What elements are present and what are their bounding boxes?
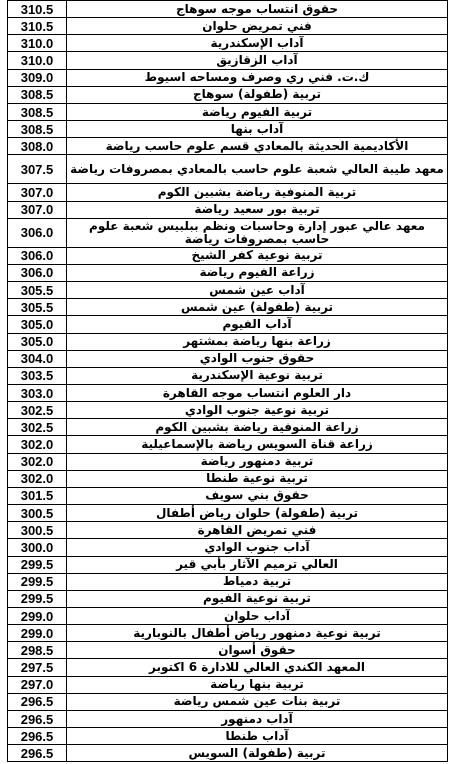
faculty-name-cell: ك.ت. فني ري وصرف ومساحه اسيوط bbox=[67, 69, 448, 86]
table-row bbox=[8, 264, 448, 281]
table-row bbox=[8, 1, 448, 18]
results-table bbox=[7, 0, 448, 762]
score-cell: 303.0 bbox=[8, 384, 67, 401]
score-cell: 305.5 bbox=[8, 282, 67, 299]
table-row bbox=[8, 69, 448, 86]
faculty-name-cell: تربية دمنهور رياضة bbox=[67, 453, 448, 470]
table-row bbox=[8, 367, 448, 384]
table-row bbox=[8, 745, 448, 762]
faculty-name-cell: حقوق انتساب موجه سوهاج bbox=[67, 1, 448, 18]
faculty-name-cell: تربية (طفولة) عين شمس bbox=[67, 299, 448, 316]
faculty-name-cell: العالي ترميم الآثار بأبي قير bbox=[67, 556, 448, 573]
faculty-name-cell: تربية المنوفية رياضة بشبين الكوم bbox=[67, 184, 448, 201]
table-row bbox=[8, 35, 448, 52]
table-row bbox=[8, 590, 448, 607]
table-row bbox=[8, 184, 448, 201]
score-cell: 310.5 bbox=[8, 18, 67, 35]
score-cell: 310.0 bbox=[8, 35, 67, 52]
faculty-name-cell: تربية بنها رياضة bbox=[67, 676, 448, 693]
table-row bbox=[8, 333, 448, 350]
faculty-name-cell: تربية الفيوم رياضة bbox=[67, 103, 448, 120]
faculty-name-cell: تربية (طفولة) حلوان رياض أطفال bbox=[67, 505, 448, 522]
table-row bbox=[8, 453, 448, 470]
faculty-name-cell: آداب بنها bbox=[67, 121, 448, 138]
score-cell: 307.0 bbox=[8, 184, 67, 201]
score-cell: 301.5 bbox=[8, 487, 67, 504]
faculty-name-cell: آداب دمنهور bbox=[67, 710, 448, 727]
faculty-name-cell: تربية نوعية دمنهور رياض أطفال بالنوبارية bbox=[67, 625, 448, 642]
score-cell: 299.0 bbox=[8, 608, 67, 625]
score-cell: 302.5 bbox=[8, 419, 67, 436]
faculty-name-cell: الأكاديمية الحديثة بالمعادي قسم علوم حاسب رياضة bbox=[67, 138, 448, 155]
table-row bbox=[8, 728, 448, 745]
faculty-name-cell: تربية دمياط bbox=[67, 573, 448, 590]
score-cell: 302.0 bbox=[8, 436, 67, 453]
faculty-name-cell: المعهد الكندي العالي للادارة 6 اكتوبر bbox=[67, 659, 448, 676]
table-row bbox=[8, 710, 448, 727]
score-cell: 303.5 bbox=[8, 367, 67, 384]
score-cell: 302.0 bbox=[8, 453, 67, 470]
faculty-name-cell: فني تمريض القاهرة bbox=[67, 522, 448, 539]
score-cell: 305.0 bbox=[8, 333, 67, 350]
score-cell: 302.5 bbox=[8, 402, 67, 419]
faculty-name-cell: تربية نوعية الفيوم bbox=[67, 590, 448, 607]
faculty-name-cell: تربية نوعية الإسكندرية bbox=[67, 367, 448, 384]
score-cell: 297.5 bbox=[8, 659, 67, 676]
score-cell: 302.0 bbox=[8, 470, 67, 487]
score-cell: 308.5 bbox=[8, 121, 67, 138]
score-cell: 304.0 bbox=[8, 350, 67, 367]
faculty-name-cell: حقوق أسوان bbox=[67, 642, 448, 659]
score-cell: 299.0 bbox=[8, 625, 67, 642]
table-row bbox=[8, 86, 448, 103]
score-cell: 306.0 bbox=[8, 247, 67, 264]
faculty-name-cell: تربية نوعية جنوب الوادي bbox=[67, 402, 448, 419]
table-row bbox=[8, 573, 448, 590]
faculty-name-cell: آداب جنوب الوادي bbox=[67, 539, 448, 556]
faculty-name-cell: تربية (طفولة) السويس bbox=[67, 745, 448, 762]
score-cell: 310.5 bbox=[8, 1, 67, 18]
table-row bbox=[8, 155, 448, 184]
score-cell: 309.0 bbox=[8, 69, 67, 86]
results-table-body bbox=[8, 1, 448, 762]
score-cell: 300.0 bbox=[8, 539, 67, 556]
faculty-name-cell: تربية بور سعيد رياضة bbox=[67, 201, 448, 218]
table-row bbox=[8, 419, 448, 436]
table-row bbox=[8, 384, 448, 401]
faculty-name-cell: زراعة بنها رياضة بمشتهر bbox=[67, 333, 448, 350]
faculty-name-cell: حقوق بني سويف bbox=[67, 487, 448, 504]
table-row bbox=[8, 676, 448, 693]
table-row bbox=[8, 316, 448, 333]
table-row bbox=[8, 299, 448, 316]
table-row bbox=[8, 282, 448, 299]
table-row bbox=[8, 522, 448, 539]
score-cell: 296.5 bbox=[8, 693, 67, 710]
table-row bbox=[8, 659, 448, 676]
score-cell: 306.0 bbox=[8, 264, 67, 281]
score-cell: 299.5 bbox=[8, 573, 67, 590]
faculty-name-cell: تربية نوعية كفر الشيخ bbox=[67, 247, 448, 264]
score-cell: 305.0 bbox=[8, 316, 67, 333]
faculty-name-cell: تربية بنات عين شمس رياضة bbox=[67, 693, 448, 710]
faculty-name-cell: آداب الفيوم bbox=[67, 316, 448, 333]
table-row bbox=[8, 642, 448, 659]
table-row bbox=[8, 539, 448, 556]
score-cell: 300.5 bbox=[8, 505, 67, 522]
faculty-name-cell: دار العلوم انتساب موجه القاهرة bbox=[67, 384, 448, 401]
faculty-name-cell: آداب الزقازيق bbox=[67, 52, 448, 69]
table-row bbox=[8, 470, 448, 487]
table-row bbox=[8, 436, 448, 453]
score-cell: 296.5 bbox=[8, 710, 67, 727]
faculty-name-cell: آداب طنطا bbox=[67, 728, 448, 745]
score-cell: 297.0 bbox=[8, 676, 67, 693]
table-row bbox=[8, 201, 448, 218]
table-row bbox=[8, 138, 448, 155]
table-row bbox=[8, 556, 448, 573]
faculty-name-cell: آداب عين شمس bbox=[67, 282, 448, 299]
faculty-name-cell: آداب الإسكندرية bbox=[67, 35, 448, 52]
score-cell: 300.5 bbox=[8, 522, 67, 539]
score-cell: 307.5 bbox=[8, 155, 67, 184]
table-row bbox=[8, 218, 448, 247]
faculty-name-cell: فني تمريض حلوان bbox=[67, 18, 448, 35]
score-cell: 307.0 bbox=[8, 201, 67, 218]
score-cell: 296.5 bbox=[8, 728, 67, 745]
table-row bbox=[8, 402, 448, 419]
faculty-name-cell: معهد طيبة العالي شعبة علوم حاسب بالمعادي بمصروفات رياضة bbox=[67, 155, 448, 184]
table-row bbox=[8, 608, 448, 625]
score-cell: 296.5 bbox=[8, 745, 67, 762]
table-row bbox=[8, 487, 448, 504]
faculty-name-cell: زراعة المنوفية رياضة بشبين الكوم bbox=[67, 419, 448, 436]
table-row bbox=[8, 121, 448, 138]
score-cell: 310.0 bbox=[8, 52, 67, 69]
score-cell: 299.5 bbox=[8, 556, 67, 573]
table-row bbox=[8, 350, 448, 367]
faculty-name-cell: تربية نوعية طنطا bbox=[67, 470, 448, 487]
table-row bbox=[8, 52, 448, 69]
score-cell: 299.5 bbox=[8, 590, 67, 607]
table-row bbox=[8, 625, 448, 642]
score-cell: 305.5 bbox=[8, 299, 67, 316]
table-row bbox=[8, 505, 448, 522]
table-row bbox=[8, 103, 448, 120]
faculty-name-cell: تربية (طفولة) سوهاج bbox=[67, 86, 448, 103]
faculty-name-cell: زراعة قناة السويس رياضة بالإسماعيلية bbox=[67, 436, 448, 453]
table-row bbox=[8, 247, 448, 264]
score-cell: 308.5 bbox=[8, 103, 67, 120]
faculty-name-cell: آداب حلوان bbox=[67, 608, 448, 625]
faculty-name-cell: زراعة الفيوم رياضة bbox=[67, 264, 448, 281]
score-cell: 298.5 bbox=[8, 642, 67, 659]
score-cell: 308.0 bbox=[8, 138, 67, 155]
score-cell: 306.0 bbox=[8, 218, 67, 247]
table-row bbox=[8, 693, 448, 710]
score-cell: 308.5 bbox=[8, 86, 67, 103]
table-row bbox=[8, 18, 448, 35]
faculty-name-cell: معهد عالي عبور إدارة وحاسبات ونظم ببلبيس شعبة علوم حاسب بمصروفات رياضة bbox=[67, 218, 448, 247]
faculty-name-cell: حقوق جنوب الوادي bbox=[67, 350, 448, 367]
